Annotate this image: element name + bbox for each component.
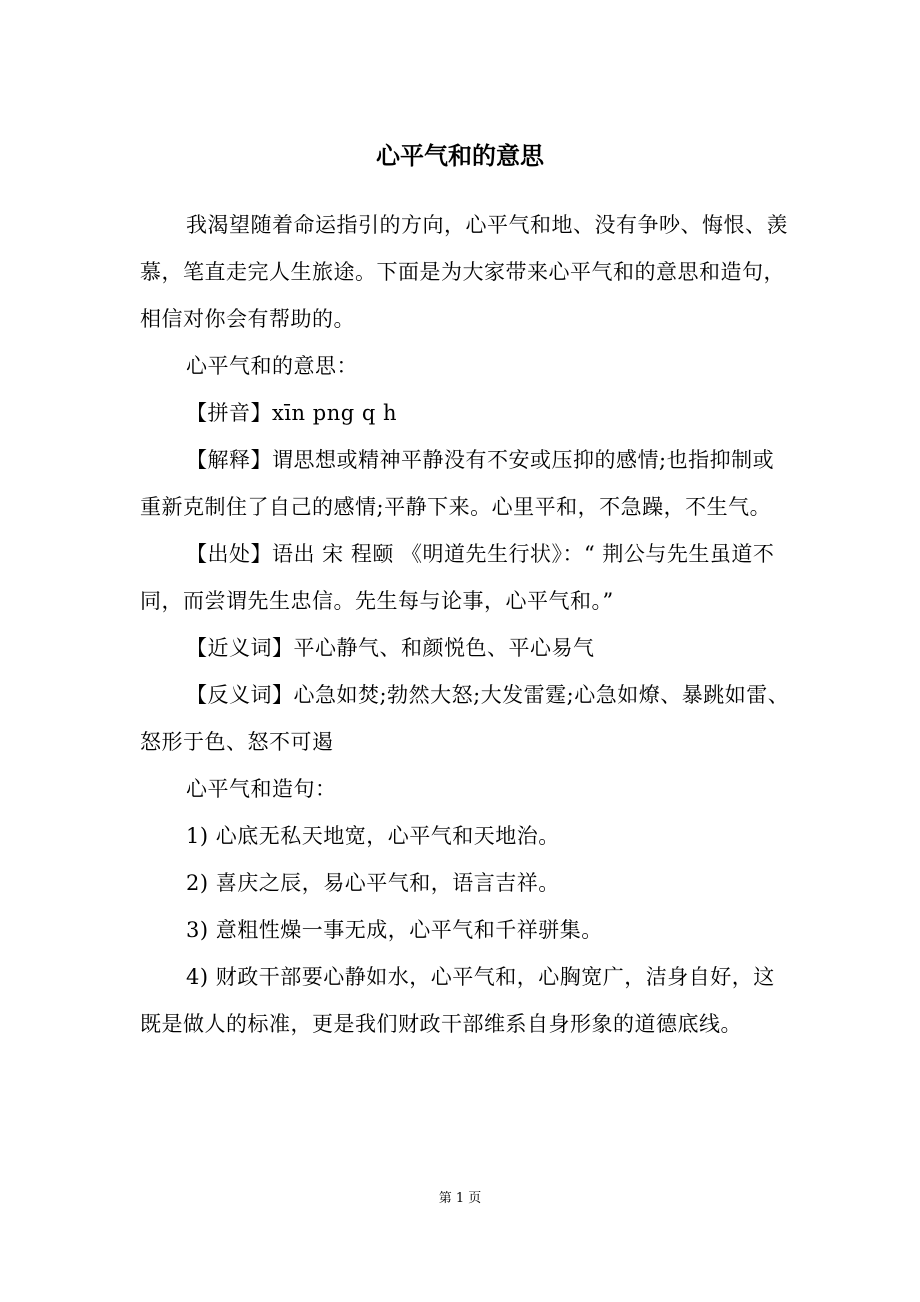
sentence-item: 4) 财政干部要心静如水，心平气和，心胸宽广，洁身自好，这既是做人的标准，更是我们财政干部维系自身形象的道德底线。 xyxy=(140,965,775,1036)
antonyms-paragraph: 【反义词】心急如焚;勃然大怒;大发雷霆;心急如燎、暴跳如雷、怒形于色、怒不可遏 xyxy=(140,683,790,754)
sentence-item: 2) 喜庆之辰，易心平气和，语言吉祥。 xyxy=(186,871,560,895)
sentences-heading: 心平气和造句： xyxy=(186,777,337,801)
page-title: 心平气和的意思 xyxy=(376,142,544,170)
source-paragraph: 【出处】语出 宋 程颐 《明道先生行状》：“ 荆公与先生虽道不同，而尝谓先生忠信。先生每与论事，心平气和。” xyxy=(140,542,775,613)
sentence-item: 1) 心底无私天地宽，心平气和天地治。 xyxy=(186,824,560,848)
document-body xyxy=(140,202,790,1048)
sentence-item: 3) 意粗性燥一事无成，心平气和千祥骈集。 xyxy=(186,918,603,942)
explanation-paragraph: 【解释】谓思想或精神平静没有不安或压抑的感情;也指抑制或重新克制住了自己的感情;平静下来。心里平和，不急躁，不生气。 xyxy=(140,448,775,519)
intro-paragraph: 我渴望随着命运指引的方向，心平气和地、没有争吵、悔恨、羡慕，笔直走完人生旅途。下面是为大家带来心平气和的意思和造句，相信对你会有帮助的。 xyxy=(140,213,788,331)
page-number: 第 1 页 xyxy=(438,1191,482,1206)
synonyms-paragraph: 【近义词】平心静气、和颜悦色、平心易气 xyxy=(186,636,595,660)
meaning-heading: 心平气和的意思： xyxy=(186,354,358,378)
pinyin-paragraph: 【拼音】xīn png q h xyxy=(186,401,397,425)
